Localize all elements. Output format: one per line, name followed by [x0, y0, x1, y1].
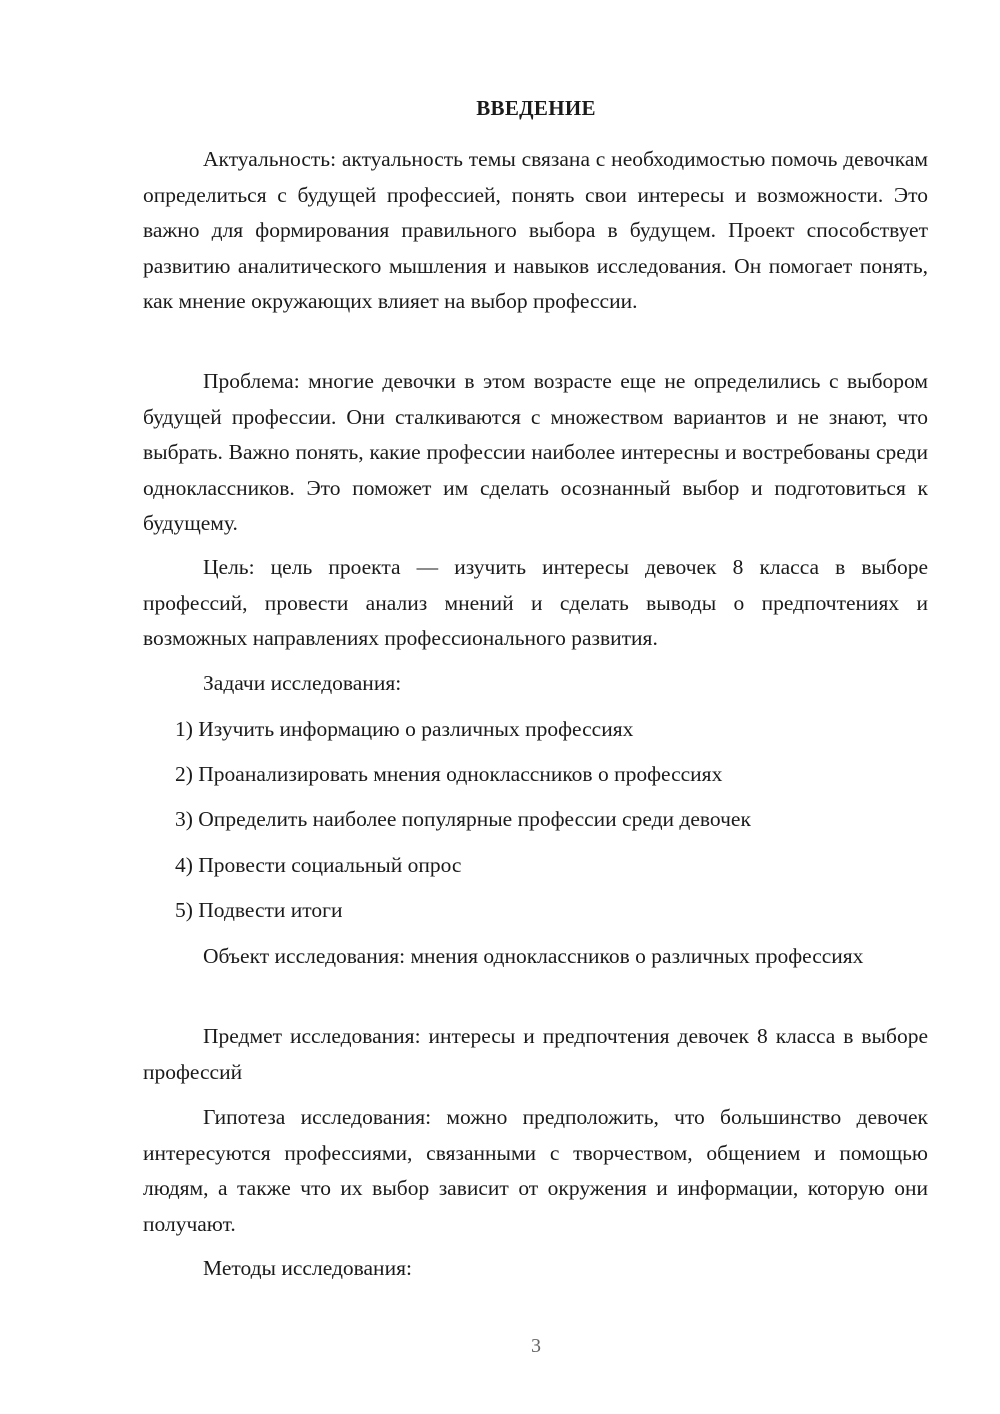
- page-number: 3: [531, 1335, 541, 1357]
- paragraph-problem-text: Проблема: многие девочки в этом возрасте еще не определились с выбором будущей профессии. Они сталкиваются с множеством вариантов и не знают, что выбрать. Важно понять, какие профессии наиболее интересны и востребованы среди одноклассников. Это поможет им сделать осознанный выбор и подготовиться к будущему.: [143, 369, 928, 535]
- paragraph-problem: [143, 364, 928, 542]
- paragraph-relevance-text: Актуальность: актуальность темы связана с необходимостью помочь девочкам определиться с будущей профессией, понять свои интересы и возможности. Это важно для формирования правильного выбора в будущем. Проект способствует развитию аналитического мышления и навыков исследования. Он помогает понять, как мнение окружающих влияет на выбор профессии.: [143, 147, 928, 313]
- paragraph-object-text: Объект исследования: мнения одноклассников о различных профессиях: [203, 944, 864, 968]
- paragraph-relevance: [143, 142, 928, 320]
- tasks-title: Задачи исследования:: [203, 671, 402, 695]
- paragraph-subject-text: Предмет исследования: интересы и предпочтения девочек 8 класса в выборе профессий: [143, 1024, 928, 1084]
- task-item: 2) Проанализировать мнения одноклассников о профессиях: [175, 762, 723, 786]
- paragraph-goal-text: Цель: цель проекта — изучить интересы девочек 8 класса в выборе профессий, провести анализ мнений и сделать выводы о предпочтениях и возможных направлениях профессионального развития.: [143, 555, 928, 650]
- task-item: 5) Подвести итоги: [175, 898, 343, 922]
- page-heading: ВВЕДЕНИЕ: [476, 96, 596, 120]
- paragraph-goal: [143, 550, 928, 657]
- task-item: 3) Определить наиболее популярные профессии среди девочек: [175, 807, 751, 831]
- paragraph-object: [143, 939, 928, 975]
- paragraph-hypothesis-text: Гипотеза исследования: можно предположить, что большинство девочек интересуются профессиями, связанными с творчеством, общением и помощью людям, а также что их выбор зависит от окружения и информации, которую они получают.: [143, 1105, 928, 1236]
- paragraph-subject: [143, 1019, 928, 1090]
- task-item: 4) Провести социальный опрос: [175, 853, 462, 877]
- methods-title: Методы исследования:: [203, 1256, 412, 1280]
- task-item: 1) Изучить информацию о различных профессиях: [175, 717, 634, 741]
- paragraph-hypothesis: [143, 1100, 928, 1242]
